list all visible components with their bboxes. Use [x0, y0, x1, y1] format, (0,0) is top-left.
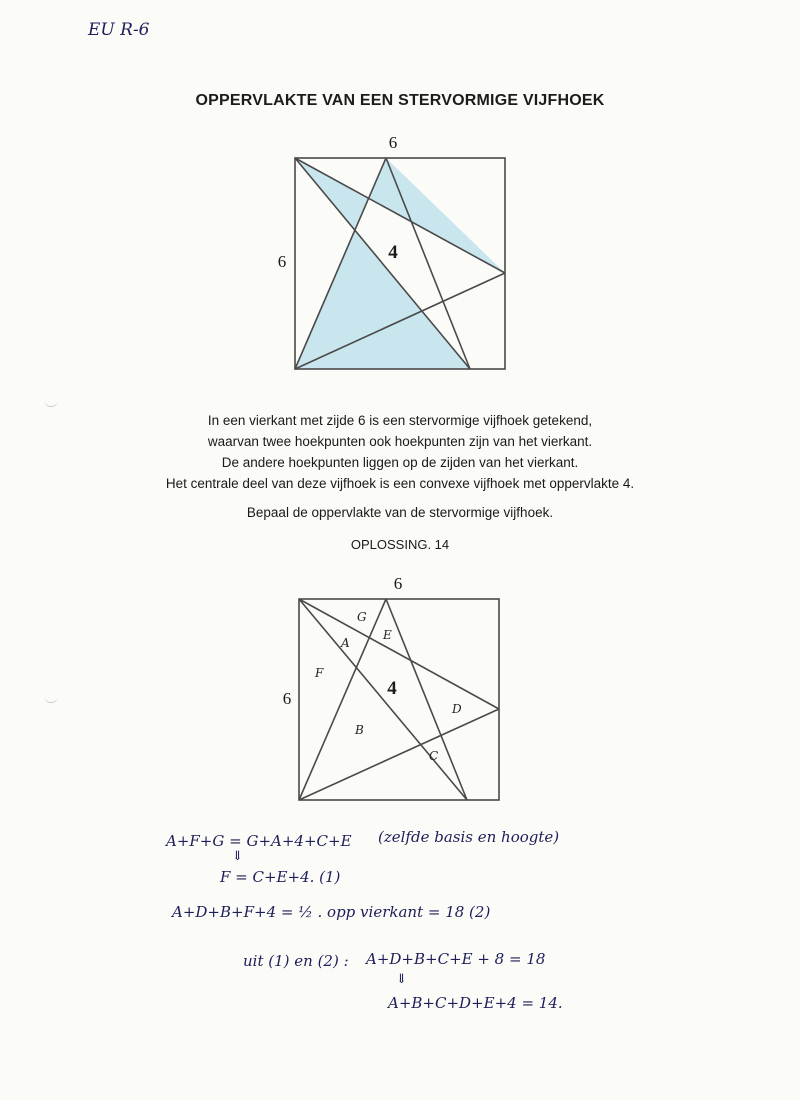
region-label-b: B [355, 723, 364, 737]
solution-figure [275, 570, 525, 810]
star-edges [299, 599, 499, 800]
binder-hole-mark [44, 398, 58, 407]
problem-line: waarvan twee hoekpunten ook hoekpunten zijn van het vierkant. [207, 434, 593, 449]
problem-line: De andere hoekpunten liggen op de zijden van het vierkant. [221, 455, 579, 470]
page-title: OPPERVLAKTE VAN EEN STERVORMIGE VIJFHOEK [195, 92, 605, 109]
down-arrow-icon: ⇓ [396, 972, 407, 987]
side-length-left-label: 6 [282, 689, 292, 708]
region-label-e: E [383, 628, 392, 642]
center-area-label: 4 [388, 242, 398, 263]
region-label-g: G [357, 610, 367, 624]
region-label-c: C [429, 749, 439, 763]
star-pentagon-shading [295, 158, 505, 369]
question-text: Bepaal de oppervlakte van de stervormige vijfhoek. [246, 505, 554, 520]
handwritten-equation-3: A+D+B+F+4 = ½ . opp vierkant = 18 (2) [172, 903, 491, 921]
handwritten-equation-2: F = C+E+4. (1) [220, 868, 341, 886]
binder-hole-mark [44, 694, 58, 703]
region-label-f: F [315, 666, 324, 680]
region-label-a: A [341, 636, 350, 650]
star-pentagon-figure [270, 125, 530, 375]
center-area-label: 4 [387, 678, 397, 699]
problem-statement [0, 410, 800, 494]
problem-line: In een vierkant met zijde 6 is een stervormige vijfhoek getekend, [207, 413, 593, 428]
region-label-d: D [452, 702, 462, 716]
side-length-top-label: 6 [393, 574, 403, 593]
handwritten-equation-1: A+F+G = G+A+4+C+E [166, 832, 352, 850]
down-arrow-icon: ⇓ [232, 849, 243, 864]
side-length-top-label: 6 [388, 133, 398, 152]
handwritten-reference-note: EU R-6 [88, 20, 150, 40]
side-length-left-label: 6 [277, 252, 287, 271]
handwritten-equation-4: A+D+B+C+E + 8 = 18 [366, 950, 546, 968]
handwritten-reference: uit (1) en (2) : [243, 952, 349, 970]
handwritten-equation-5: A+B+C+D+E+4 = 14. [388, 994, 563, 1012]
problem-line: Het centrale deel van deze vijfhoek is een convexe vijfhoek met oppervlakte 4. [165, 476, 635, 491]
solution-label: OPLOSSING. 14 [350, 537, 450, 552]
handwritten-note: (zelfde basis en hoogte) [378, 828, 560, 846]
